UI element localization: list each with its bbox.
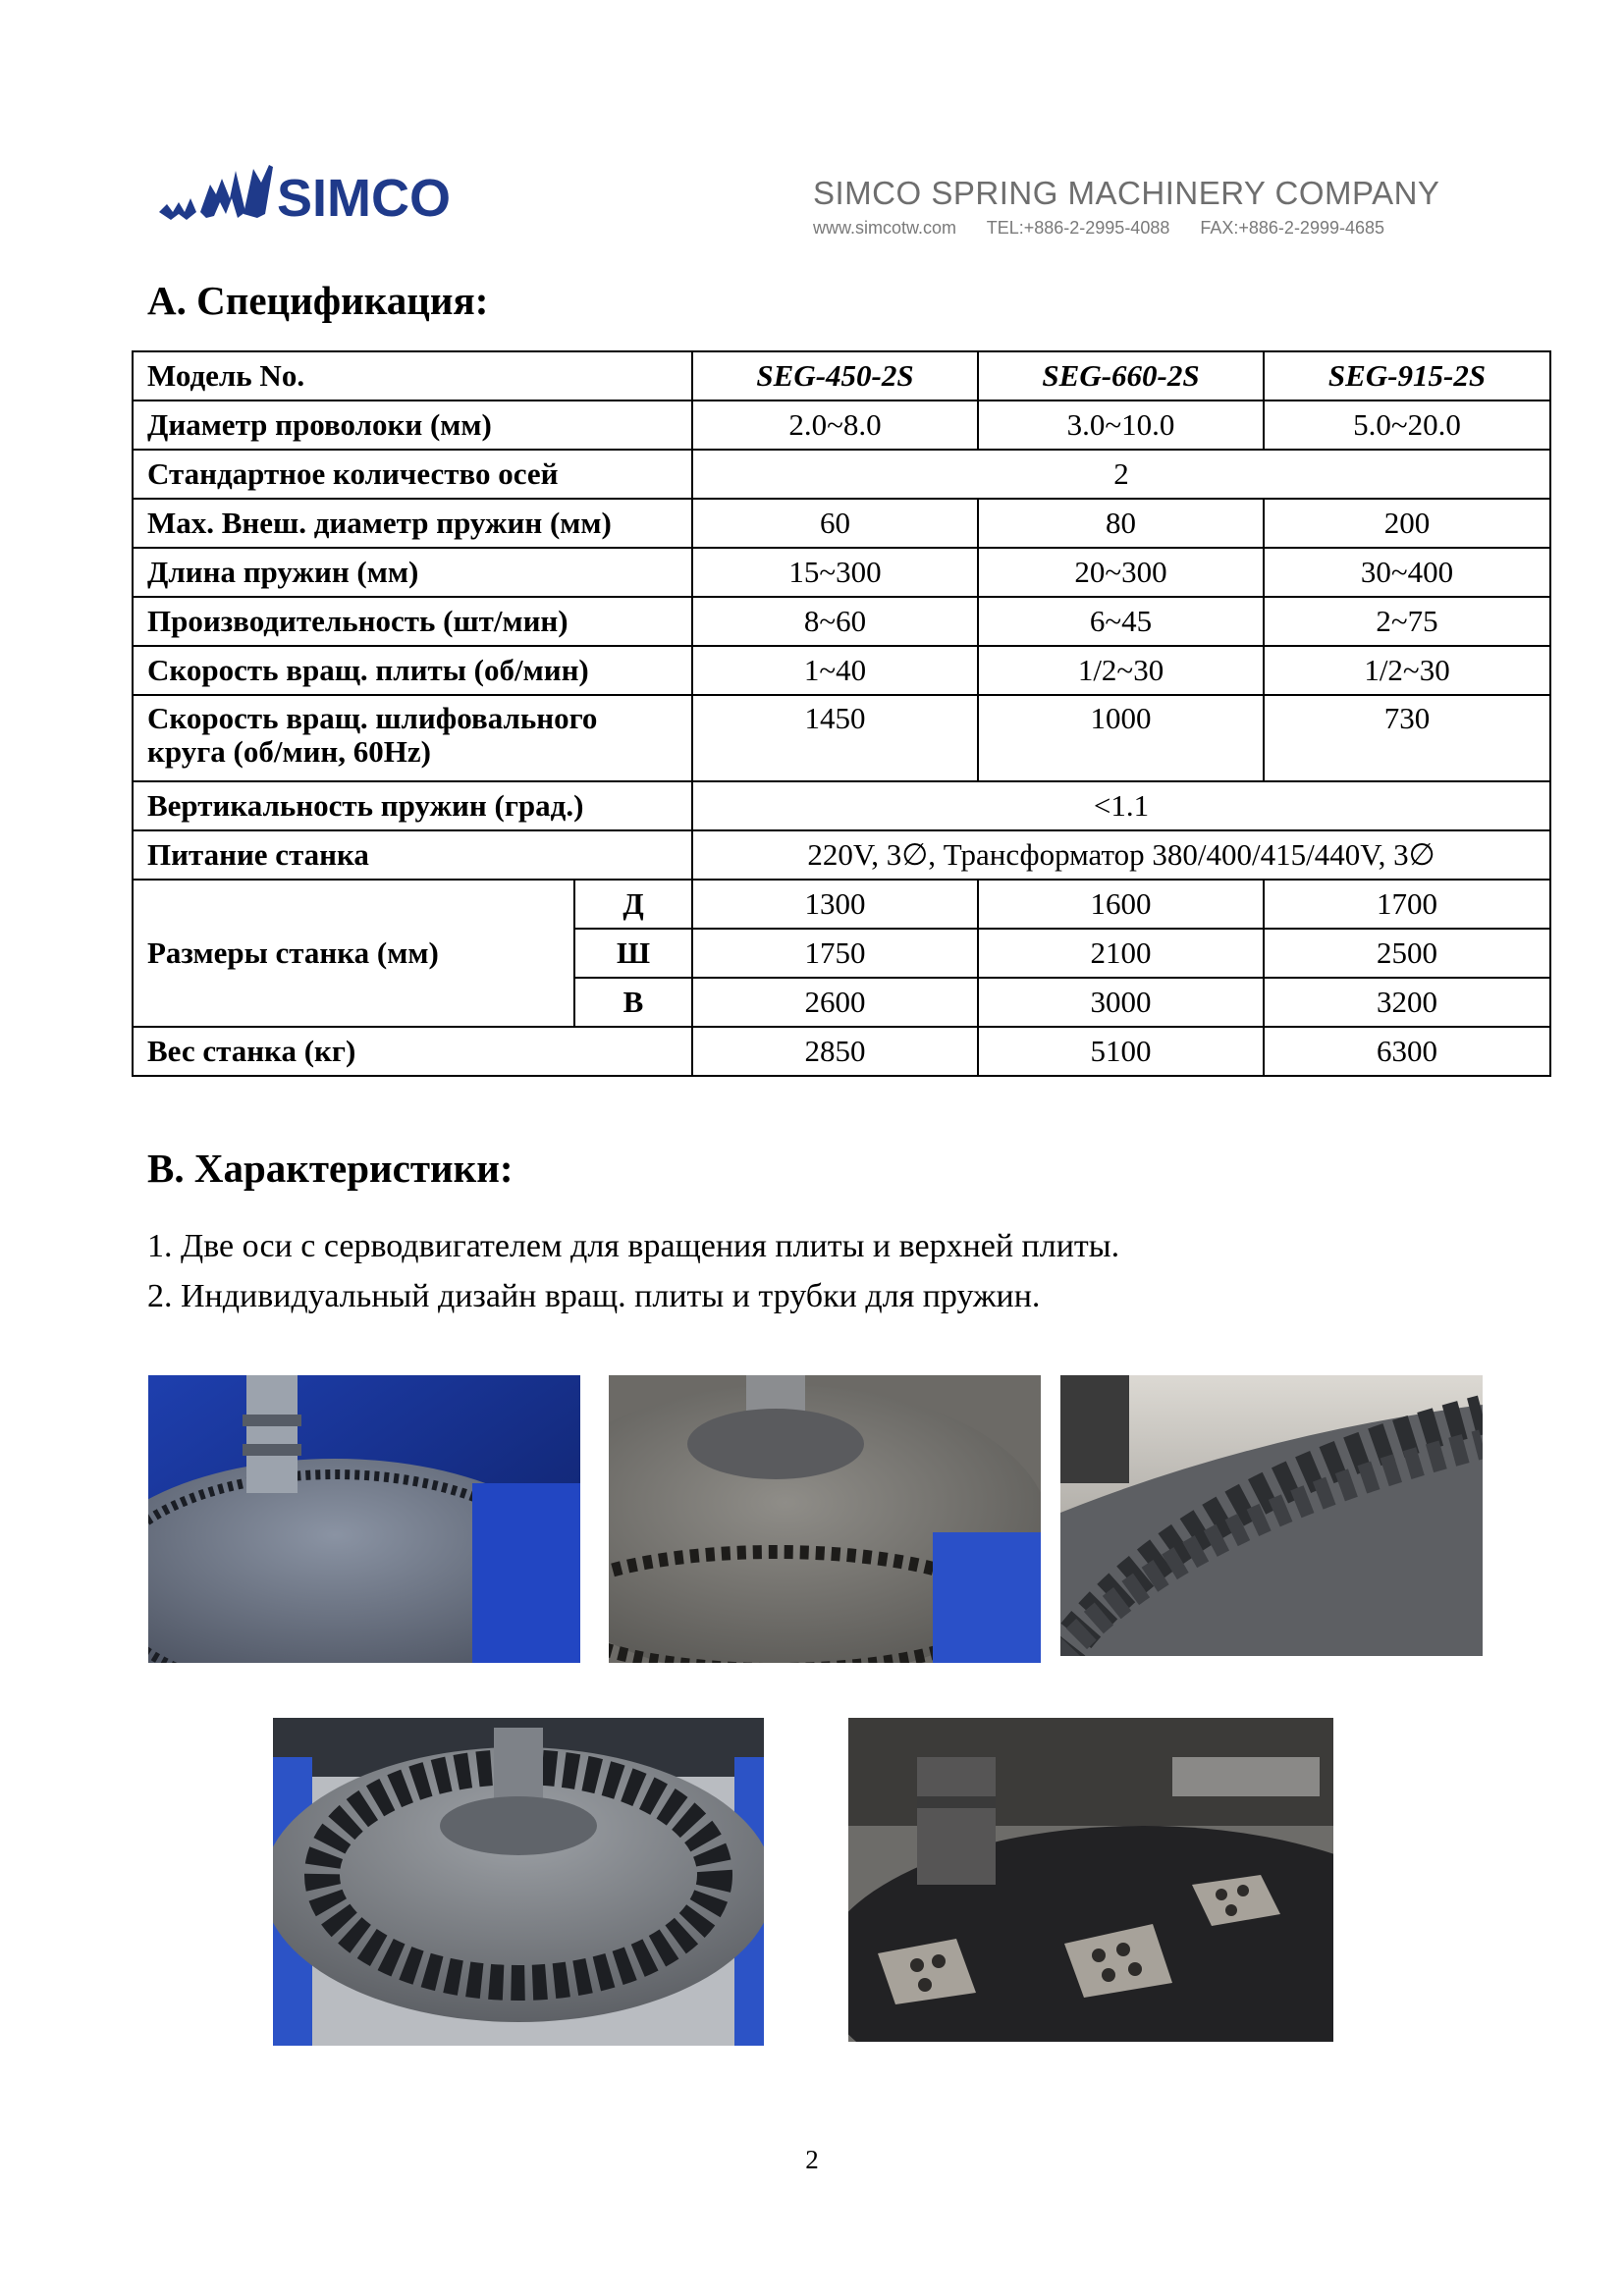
- cell-value: 200: [1264, 499, 1550, 548]
- row-label: Скорость вращ. плиты (об/мин): [133, 646, 692, 695]
- cell-value: 6~45: [978, 597, 1264, 646]
- company-tel: TEL:+886-2-2995-4088: [986, 218, 1170, 238]
- cell-value: 80: [978, 499, 1264, 548]
- dimension-sub-label: Д: [574, 880, 692, 929]
- cell-value: 2600: [692, 978, 978, 1027]
- row-label: Вертикальность пружин (град.): [133, 781, 692, 830]
- list-item: 2. Индивидуальный дизайн вращ. плиты и трубки для пружин.: [147, 1278, 1041, 1314]
- cell-value: 1000: [978, 695, 1264, 781]
- cell-value: 1~40: [692, 646, 978, 695]
- row-label-line: круга (об/мин, 60Hz): [147, 734, 431, 769]
- spec-table: [132, 350, 1551, 1077]
- cell-value: 2100: [978, 929, 1264, 978]
- cell-value: 8~60: [692, 597, 978, 646]
- cell-value: 2500: [1264, 929, 1550, 978]
- table-row: [133, 351, 1550, 400]
- cell-value-merged: <1.1: [692, 781, 1550, 830]
- row-label: Производительность (шт/мин): [133, 597, 692, 646]
- dimension-sub-label: В: [574, 978, 692, 1027]
- cell-value: 1700: [1264, 880, 1550, 929]
- dimension-sub-label: Ш: [574, 929, 692, 978]
- cell-value: 3000: [978, 978, 1264, 1027]
- cell-value: 1/2~30: [1264, 646, 1550, 695]
- cell-value: 20~300: [978, 548, 1264, 597]
- company-fax: FAX:+886-2-2999-4685: [1200, 218, 1385, 238]
- machine-photo: [148, 1375, 580, 1663]
- cell-value: 1/2~30: [978, 646, 1264, 695]
- cell-value: 1300: [692, 880, 978, 929]
- row-label: Размеры станка (мм): [133, 880, 574, 1027]
- list-item: 1. Две оси с серводвигателем для вращения плиты и верхней плиты.: [147, 1228, 1120, 1264]
- company-contacts: [813, 218, 1441, 239]
- cell-value: 1750: [692, 929, 978, 978]
- cell-value: 1450: [692, 695, 978, 781]
- table-row: [133, 646, 1550, 695]
- company-header: [813, 175, 1441, 239]
- table-row: [133, 695, 1550, 781]
- cell-value: 5.0~20.0: [1264, 400, 1550, 450]
- cell-value: 3.0~10.0: [978, 400, 1264, 450]
- cell-value: 60: [692, 499, 978, 548]
- row-label: [133, 695, 692, 781]
- logo-text: SIMCO: [277, 169, 452, 228]
- features-list: [147, 1221, 1119, 1321]
- row-label: Длина пружин (мм): [133, 548, 692, 597]
- table-row: [133, 880, 1550, 929]
- cell-value: 2.0~8.0: [692, 400, 978, 450]
- section-b-title: B. Характеристики:: [147, 1146, 514, 1191]
- simco-logo: [157, 159, 501, 230]
- machine-photo: [1060, 1375, 1483, 1656]
- cell-value-merged: 2: [692, 450, 1550, 499]
- table-row: [133, 830, 1550, 880]
- company-website: www.simcotw.com: [813, 218, 957, 238]
- company-name: SIMCO SPRING MACHINERY COMPANY: [813, 175, 1440, 211]
- table-row: [133, 1027, 1550, 1076]
- cell-value: 15~300: [692, 548, 978, 597]
- cell-value: 2~75: [1264, 597, 1550, 646]
- page-number: 2: [805, 2145, 819, 2174]
- table-row: [133, 499, 1550, 548]
- cell-value: 6300: [1264, 1027, 1550, 1076]
- row-label: Стандартное количество осей: [133, 450, 692, 499]
- table-row: [133, 400, 1550, 450]
- cell-value: 2850: [692, 1027, 978, 1076]
- cell-value: 30~400: [1264, 548, 1550, 597]
- model-name: SEG-660-2S: [978, 351, 1264, 400]
- table-row: [133, 548, 1550, 597]
- row-label: Питание станка: [133, 830, 692, 880]
- row-label: Диаметр проволоки (мм): [133, 400, 692, 450]
- cell-value-merged: 220V, 3∅, Трансформатор 380/400/415/440V, 3∅: [692, 830, 1550, 880]
- model-label: Модель No.: [133, 351, 692, 400]
- table-row: [133, 781, 1550, 830]
- cell-value: 1600: [978, 880, 1264, 929]
- machine-photo: [609, 1375, 1041, 1663]
- row-label: Max. Внеш. диаметр пружин (мм): [133, 499, 692, 548]
- section-a-title: A. Спецификация:: [147, 278, 489, 323]
- table-row: [133, 597, 1550, 646]
- model-name: SEG-450-2S: [692, 351, 978, 400]
- machine-photo: [273, 1718, 764, 2046]
- model-name: SEG-915-2S: [1264, 351, 1550, 400]
- machine-photo: [848, 1718, 1333, 2042]
- cell-value: 730: [1264, 695, 1550, 781]
- cell-value: 3200: [1264, 978, 1550, 1027]
- row-label: Вес станка (кг): [133, 1027, 692, 1076]
- row-label-line: Скорость вращ. шлифовального: [147, 701, 598, 735]
- cell-value: 5100: [978, 1027, 1264, 1076]
- table-row: [133, 450, 1550, 499]
